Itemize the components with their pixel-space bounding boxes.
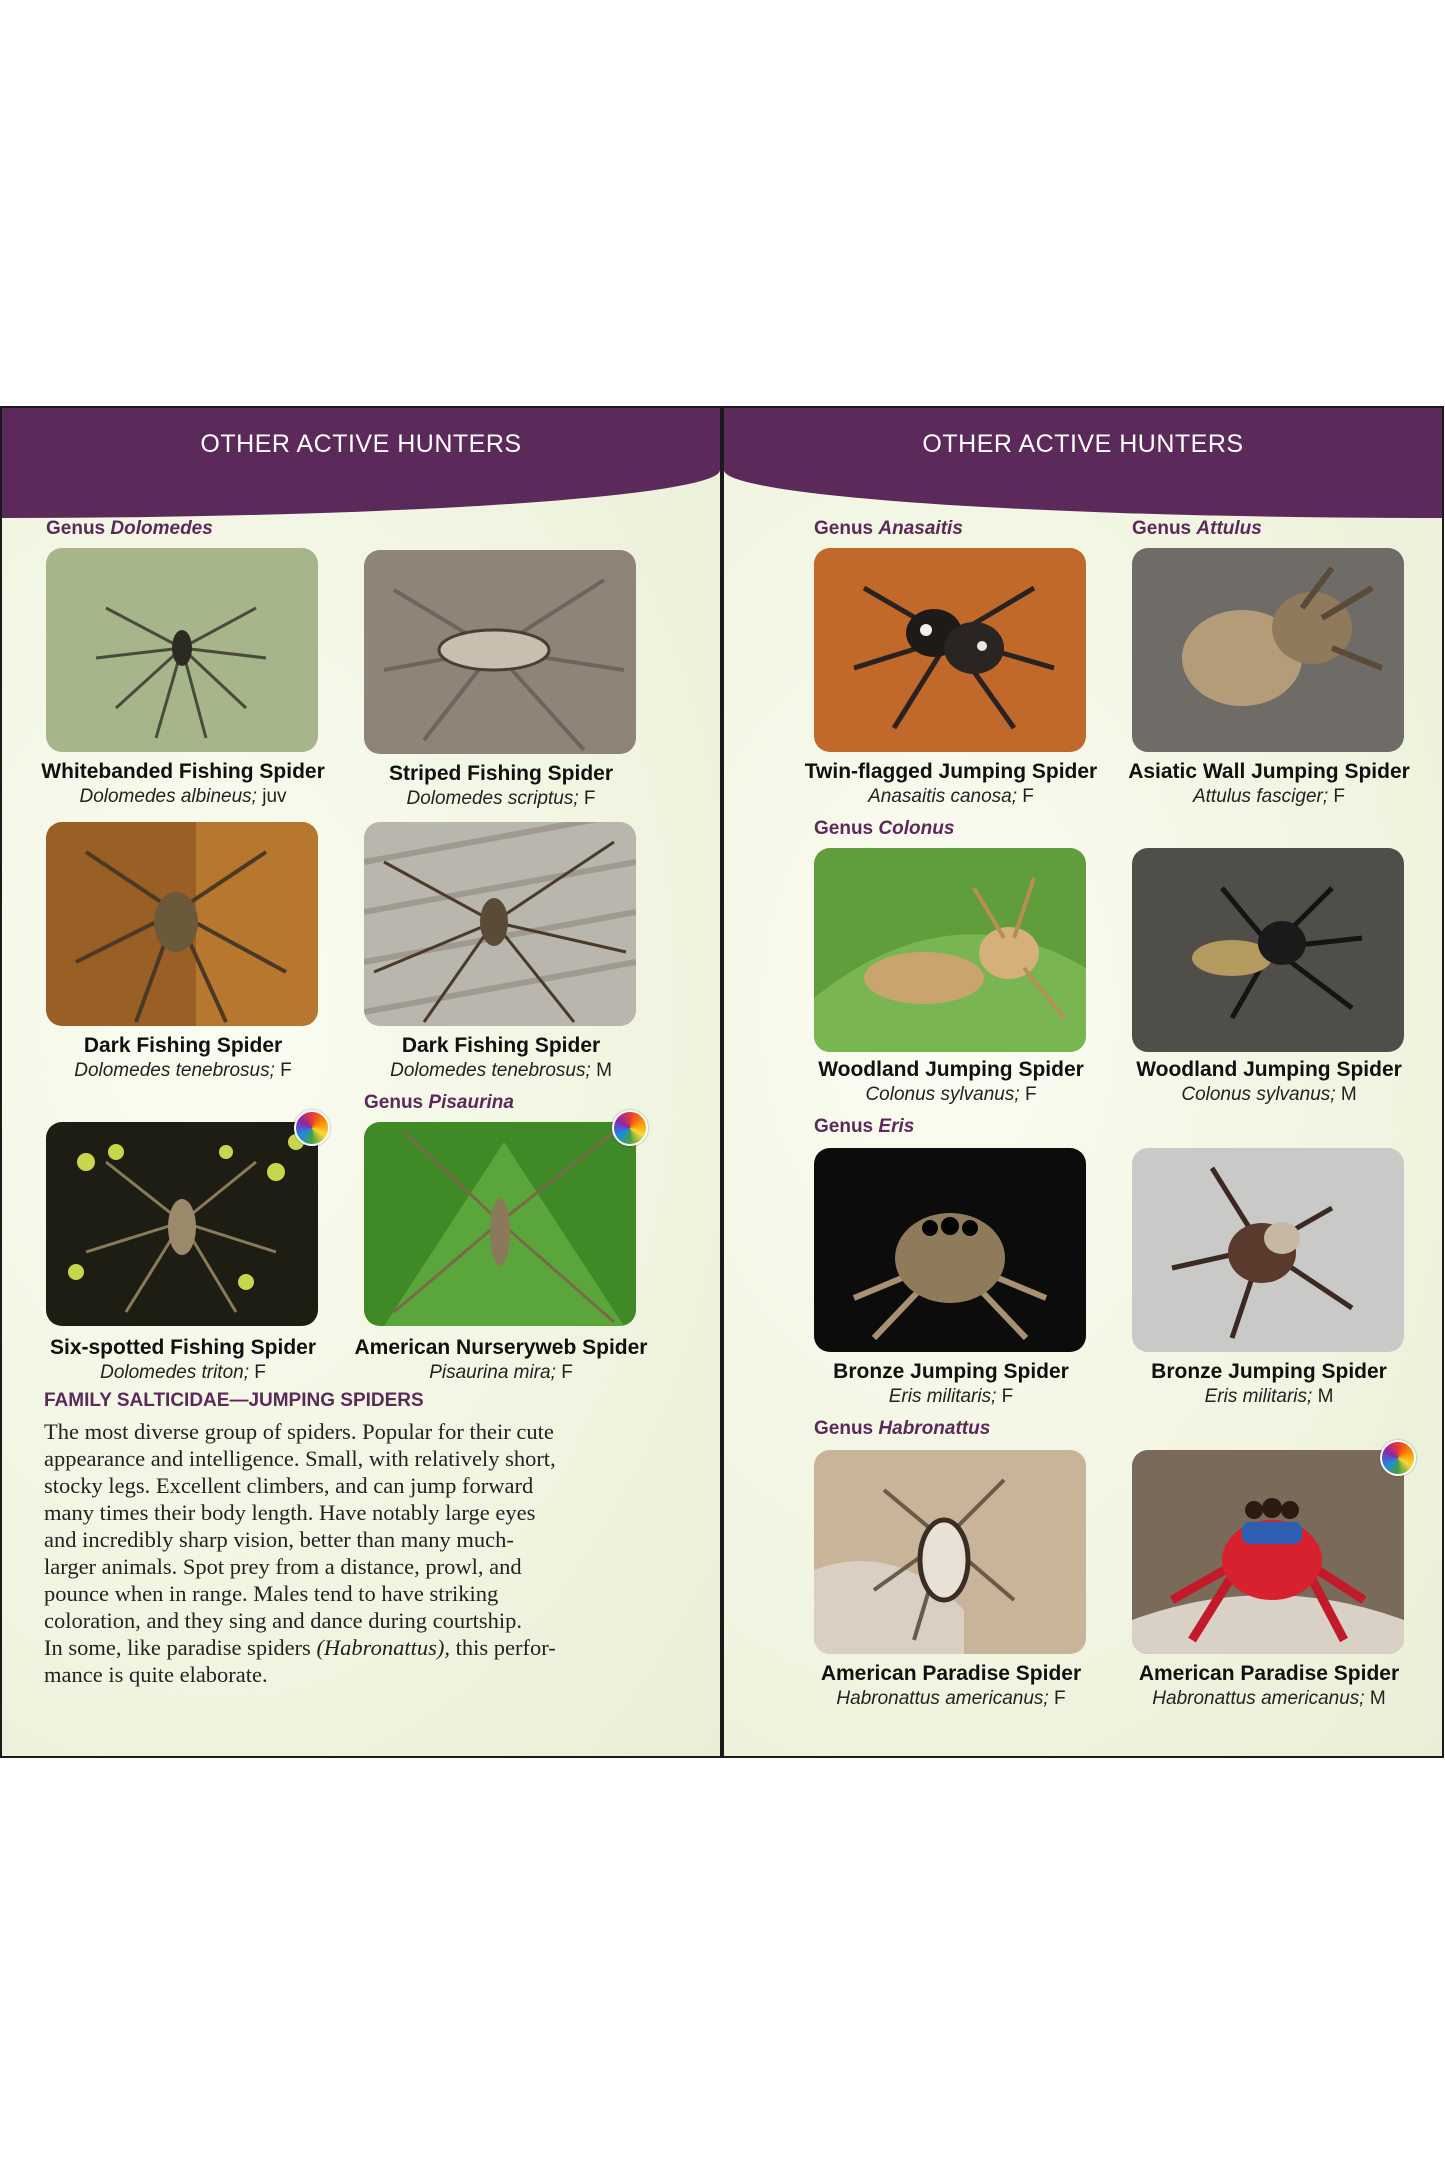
- genus-label-attulus: Genus Attulus: [1132, 518, 1262, 539]
- species-scientific: Dolomedes tenebrosus; M: [390, 1060, 612, 1081]
- species-scientific: Colonus sylvanus; F: [865, 1084, 1037, 1105]
- species-name: Asiatic Wall Jumping Spider: [1128, 760, 1410, 783]
- left-page-header: [2, 408, 720, 518]
- species-name: Whitebanded Fishing Spider: [41, 760, 325, 783]
- left-header-title: OTHER ACTIVE HUNTERS: [200, 430, 522, 458]
- species-name: Twin-flagged Jumping Spider: [804, 760, 1098, 783]
- color-variant-icon: [612, 1110, 648, 1146]
- species-name: Woodland Jumping Spider: [1136, 1058, 1402, 1081]
- species-name: Bronze Jumping Spider: [833, 1360, 1069, 1383]
- species-scientific: Dolomedes scriptus; F: [406, 788, 596, 809]
- species-scientific: Habronattus americanus; F: [836, 1688, 1066, 1709]
- species-scientific: Anasaitis canosa; F: [868, 786, 1034, 807]
- genus-label-colonus: Genus Colonus: [814, 818, 955, 839]
- photo-six-spotted-fishing-spider: [46, 1122, 318, 1326]
- species-scientific: Dolomedes triton; F: [100, 1362, 266, 1383]
- species-scientific: Dolomedes tenebrosus; F: [74, 1060, 292, 1081]
- color-variant-icon: [294, 1110, 330, 1146]
- species-name: American Paradise Spider: [820, 1662, 1082, 1685]
- species-scientific: Eris militaris; M: [1204, 1386, 1334, 1407]
- right-page-header: [724, 408, 1442, 518]
- genus-label-eris: Genus Eris: [814, 1116, 915, 1137]
- color-variant-icon: [1380, 1440, 1416, 1476]
- genus-label-habronattus: Genus Habronattus: [814, 1418, 991, 1439]
- species-scientific: Pisaurina mira; F: [429, 1362, 573, 1383]
- species-name: American Paradise Spider: [1138, 1662, 1400, 1685]
- species-name: Bronze Jumping Spider: [1151, 1360, 1387, 1383]
- right-header-title: OTHER ACTIVE HUNTERS: [922, 430, 1244, 458]
- photo-bronze-jumping-spider-male: [1132, 1148, 1404, 1352]
- photo-american-nurseryweb-spider: [364, 1122, 636, 1326]
- genus-label-dolomedes: Genus Dolomedes: [46, 518, 213, 539]
- species-name: Striped Fishing Spider: [388, 762, 614, 785]
- photo-woodland-jumping-spider-male: [1132, 848, 1404, 1052]
- photo-asiatic-wall-jumping-spider: [1132, 548, 1404, 752]
- photo-dark-fishing-spider-female: [46, 822, 318, 1026]
- species-name: Six-spotted Fishing Spider: [49, 1336, 317, 1359]
- photo-american-paradise-spider-male: [1132, 1450, 1404, 1654]
- genus-label-anasaitis: Genus Anasaitis: [814, 518, 963, 539]
- family-description: The most diverse group of spiders. Popular for their cute appearance and intelligence. Small, with relatively short, stocky legs. Excellent climbers, and can jump forward many times their body length. Have notably large eyes and incredibly sharp vision, better than many much- larger animals. Spot prey from a distance, prowl, and pounce when in range. Males tend to have striking coloration, and they sing and dance during courtship. In some, like paradise spiders (Habronattus), this perfor- mance is quite elaborate.: [44, 1419, 556, 1687]
- species-scientific: Colonus sylvanus; M: [1181, 1084, 1357, 1105]
- species-name: American Nurseryweb Spider: [354, 1336, 648, 1359]
- photo-twin-flagged-jumping-spider: [814, 548, 1086, 752]
- genus-label-pisaurina: Genus Pisaurina: [364, 1092, 514, 1113]
- species-name: Woodland Jumping Spider: [818, 1058, 1084, 1081]
- species-scientific: Attulus fasciger; F: [1192, 786, 1346, 807]
- species-name: Dark Fishing Spider: [401, 1034, 601, 1057]
- species-scientific: Habronattus americanus; M: [1152, 1688, 1386, 1709]
- family-heading: FAMILY SALTICIDAE—JUMPING SPIDERS: [44, 1390, 424, 1411]
- species-name: Dark Fishing Spider: [83, 1034, 283, 1057]
- photo-woodland-jumping-spider-female: [814, 848, 1086, 1052]
- photo-dark-fishing-spider-male: [364, 822, 636, 1026]
- species-scientific: Dolomedes albineus; juv: [79, 786, 287, 807]
- right-page: [722, 406, 1444, 1758]
- photo-whitebanded-fishing-spider: [46, 548, 318, 752]
- species-scientific: Eris militaris; F: [888, 1386, 1014, 1407]
- photo-striped-fishing-spider: [364, 550, 636, 754]
- photo-american-paradise-spider-female: [814, 1450, 1086, 1654]
- photo-bronze-jumping-spider-female: [814, 1148, 1086, 1352]
